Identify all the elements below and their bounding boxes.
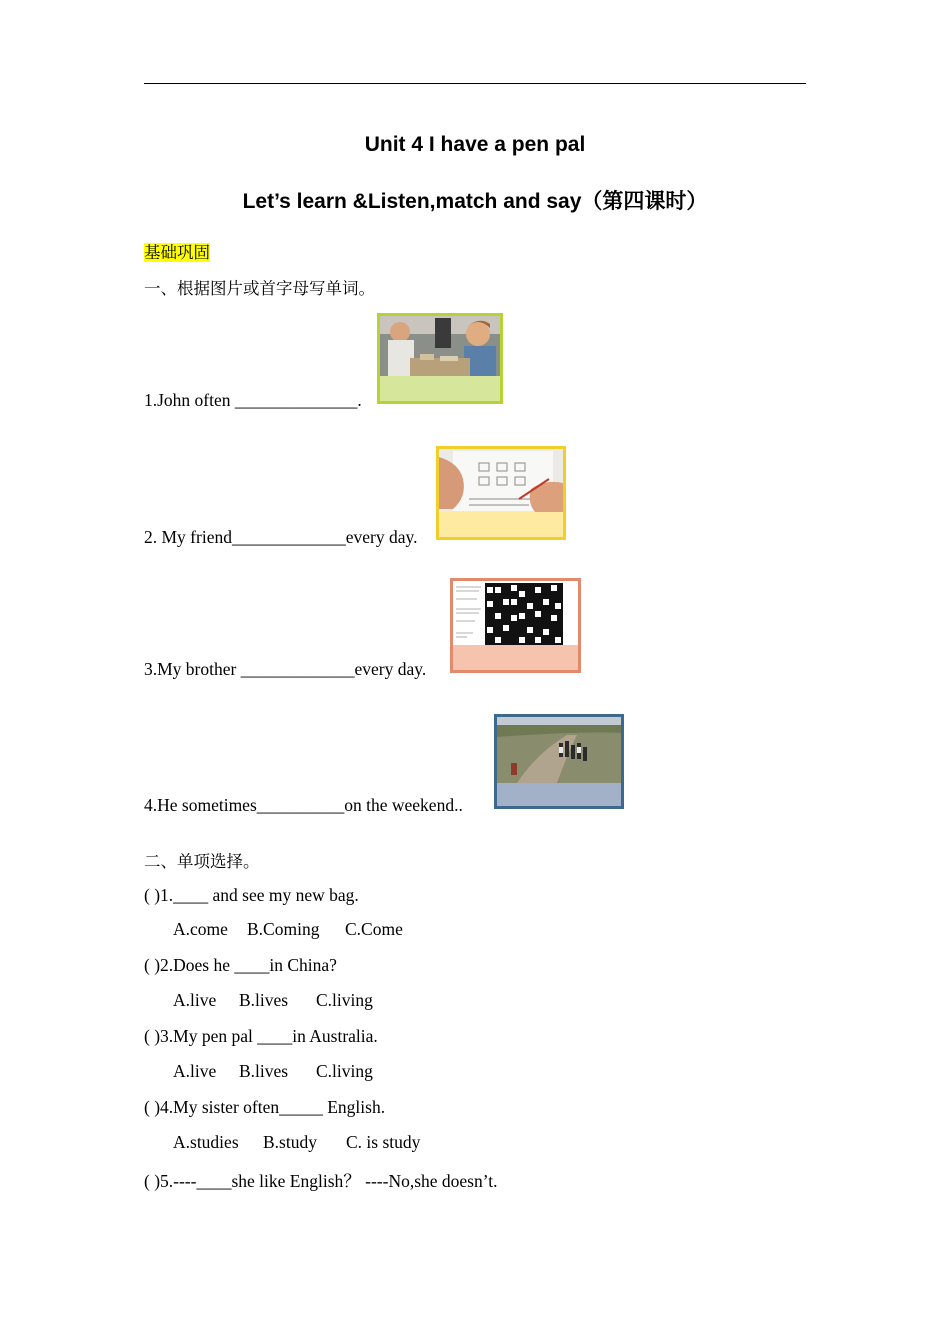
cooking-photo (377, 313, 503, 404)
hiking-photo (494, 714, 624, 809)
option-c: C.living (316, 1061, 373, 1081)
question-3: ( )3.My pen pal ____in Australia. (144, 1026, 378, 1046)
part1-heading: 一、根据图片或首字母写单词。 (144, 279, 375, 298)
option-c: C.Come (345, 919, 403, 939)
page-title: Unit 4 I have a pen pal (364, 133, 586, 156)
question-1: ( )1.____ and see my new bag. (144, 885, 359, 905)
header-rule (144, 83, 806, 84)
fill-item-3: 3.My brother _____________every day. (144, 659, 427, 679)
option-a: A.live (173, 1061, 217, 1081)
fill-item-1: 1.John often ______________. (144, 390, 362, 410)
question-3-options (173, 1061, 373, 1082)
option-a: A.come (173, 919, 228, 939)
option-b: B.lives (239, 1061, 289, 1081)
option-c: C. is study (346, 1132, 421, 1152)
worksheet-photo (436, 446, 566, 540)
option-a: A.live (173, 990, 217, 1010)
option-a: A.studies (173, 1132, 239, 1152)
fill-item-2: 2. My friend_____________every day. (144, 527, 418, 547)
fill-item-4: 4.He sometimes__________on the weekend.. (144, 795, 463, 815)
option-b: B.lives (239, 990, 289, 1010)
crossword-photo-image (453, 581, 578, 645)
question-2: ( )2.Does he ____in China? (144, 955, 337, 975)
question-2-options (173, 990, 373, 1011)
cooking-photo-image (380, 316, 500, 376)
question-5: ( )5.----____she like English？ ----No,she doesn’t. (144, 1171, 498, 1191)
section-label (144, 239, 210, 263)
page-subtitle: Let’s learn &Listen,match and say（第四课时） (242, 190, 708, 213)
worksheet-photo-image (439, 449, 563, 512)
option-c: C.living (316, 990, 373, 1010)
question-4-options (173, 1132, 420, 1153)
part2-heading: 二、单项选择。 (144, 852, 260, 871)
section-label-text: 基础巩固 (144, 243, 210, 262)
question-4: ( )4.My sister often_____ English. (144, 1097, 386, 1117)
option-b: B.Coming (247, 919, 320, 939)
crossword-photo (450, 578, 581, 673)
hiking-photo-image (497, 717, 621, 783)
question-1-options (173, 919, 403, 940)
option-b: B.study (263, 1132, 317, 1152)
